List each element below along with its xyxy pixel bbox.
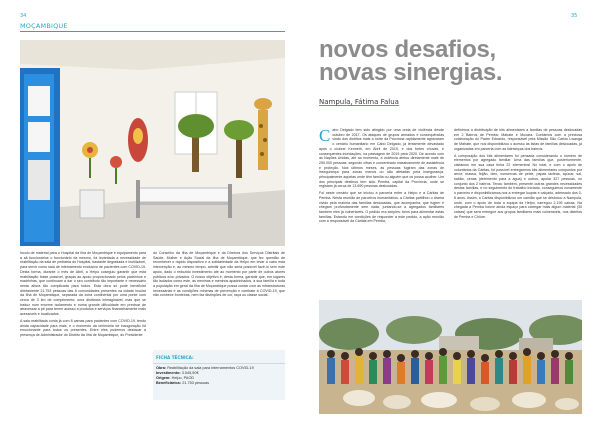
fact-value: 21.753 pessoas <box>182 381 209 385</box>
right-article-col1 <box>319 128 444 296</box>
fact-value: Reabilitação da sala para internamentos COVID-19 <box>167 366 254 370</box>
left-article-col1 <box>20 251 146 340</box>
article-title <box>319 38 589 84</box>
paragraph: abo Delgado tem sido atingido por uma onda de violência desde outubro de 2017. Os ataques de grupos armados e consequências vindo dos distritos mais a norte da Província rapidamente agravaram o cenário humanitário em Cabo Delgado, já lentamente devastado após o ciclone Kenneth, em Abril de 2019, e dos fortes chuvas, e consequentes inundações, na passagem de 2019 para 2020. De acordo com as Nações Unidas, até ao momento, a violência afetou diretamente mais de 250.000 pessoas, segundo cifras e concentrado massivamente de assistência e proteção. Nos últimos meses, as pessoas fugiram das zonas de insegurança para zonas menos ou não afetadas pela insegurança, principalmente aquelas onde têm família ou alguém que os possa acolher. Um dos principais destinos tem sido Pemba, capital da Província, onde se registam já cerca de 13.690 pessoas deslocadas. <box>319 128 444 189</box>
section-rule <box>20 31 285 32</box>
paragraph: Foi neste cenário que se iniciou a parceria entre a Helpo e a Cáritas de Pemba. Nesta reunião de parceiros humanitários, a Cáritas partilhou o drama vivido pela maioria das famílias deslocadas, que acompanha, que fugem e chegam profundamente sem nada, juntando-se a agregados familiares também eles já vulneráveis. O pedido era simples: bens para alimentar estas famílias. Estando em condições de responder a este pedido, a ação reunião com a responsável da Cáritas em Pemba, <box>319 191 444 224</box>
paragraph: A composição dos kits alimentares foi pensada considerando o número de elementos por agregado familiar. Uma das famílias que, posteriormente, visitámos em sua casa tinha 22 elementos! No total, e com o apoio de voluntários da Cáritas, foi possível entregarmos kits alimentares compostos por arroz, massa, feijão, óleo, conservas de peixe, papas lácteas, açúcar, sal, sabão, cenas (detrimento para a água) e outros, apoiar 327 pessoas, no conjunto dos 2 bairros. Tendo também, presente outras grandes necessidades destas famílias, e no seguimento do trabalho iniciado, conseguimos novamente o parceiro e disponibilizámos-nos a entregar loupas e calçado, adensado dos 0-6 anos. Assim, a Cáritas disponibilizou um camião que se deslocou a Nampula, onde, com o apoio de toda a equipa da Helpo, carregou 2.195 caixas. Na chegada a Pemba houve ainda espaço para carregar mais algum material (30 caixas) que será entregue aos grupos familiares mais vulneráveis, nos distritos de Pemba e Chiúre. <box>454 153 582 219</box>
paragraph: Inculo de material para o Hospital da Ilha de Moçambique e equipamento para a sã funcionários o funcionário da mesmo, foi levantada a necessidade de reabilitação da sala de pediatria do Hospital, bastante degradada e inutilizável, para servir como sala de internamento exclusivo de pacientes com COVID-19. Desta forma, durante o mês de Abril, a Helpo coseguiu garantir que esta reabilitação fosse possível, graças ao apoio proporcionado pelos padrinhos e madrinhas, que continuam a dar o seu contributo tão importante e necessário nesta altura tão complicada para todos. Esta obra só pode beneficiar diretamente 21.753 pessoas das 8 comunidades presentes na cidade insular da Ilha de Moçambique, separada da zona continental por uma ponte com cerca de 3 km de comprimento; uma distância inimaginável, mas que se traduz num enorme isolamento e numa grande dificuldade em precisar de atravessar a pé para terem acesso a produtos e serviços financeiramente mais acessíveis e localizados. <box>20 251 146 317</box>
fact-label: Investimento: <box>156 371 181 375</box>
title-line-2: novas sinergias. <box>319 59 503 86</box>
paragraph: do Conselho da Ilha de Moçambique e da Diretora dos Serviços Distritais de Saúde, Mulher e Ação Social da Ilha de Moçambique, que fez questão de reconhecer o rápido dispositivo e a solidariedade da Helpo em levar a cabo esta intervenção e, ao mesmo tempo, admitir que não seria possível fazê-lo sem este apoio, dado o reduzido investimento até ao momento por parte de outros atores públicos e/ou privados. O nosso objetivo é, desta forma, garantir que, em lugares tão isolados como este, as meninas e meninos apadrinhados, a sua família e toda a população em geral da Ilha de Moçambique possa contar com as infraestruturas necessárias e as condições mínimas de prevenção e combate à COVID-19, que não conhece fronteiras, nem faz distinções de cor, raça ou classe social. <box>153 251 285 298</box>
left-article-col2 <box>153 251 285 300</box>
fact-sheet-heading: FICHA TÉCNICA: <box>156 355 194 360</box>
fact-value: Helpo, PAOD <box>171 376 195 380</box>
food-distribution-photo <box>319 300 582 414</box>
paragraph: definimos a distribuição de kits alimentares a famílias de pessoas deslocadas em 2 Bairros de Pemba: Mahate e Muxara. Contámos com a preciosa colaboração do Padre Eduardo, responsável pela Missão São Carlos Lwanga de Mahate, que nos disponibilizou o acesso às listas de famílias deslocadas, já organizadas em parceria com as lideranças dos bairros. <box>454 128 582 151</box>
drop-cap: C <box>319 128 331 145</box>
fact-sheet-divider <box>153 363 285 364</box>
fact-sheet-box <box>153 350 285 400</box>
fact-label: Origem: <box>156 376 171 380</box>
title-line-1: novos desafios, <box>319 36 496 63</box>
fact-sheet-row <box>156 381 282 386</box>
right-article-col2 <box>454 128 582 296</box>
paragraph: A sala reabilitada conta já com 8 camas para pacientes com COVID-19, tendo ainda capacidade para mais, e o momento da cerimónia de inauguração foi emocionante para todos os presentes. Entre eles pudemos destacar a presença de Administrador do Distrito da Ilha de Moçambique, do Presidente <box>20 318 146 337</box>
fact-label: Beneficiários: <box>156 381 182 385</box>
hospital-room-photo <box>20 40 285 246</box>
right-page-number: 35 <box>571 13 578 19</box>
article-byline: Nampula, Fátima Falua <box>319 98 399 106</box>
fact-label: Obra: <box>156 366 167 370</box>
section-label: MOÇAMBIQUE <box>20 22 68 30</box>
left-page-number: 34 <box>20 13 27 19</box>
fact-value: 3.545,50€ <box>181 371 199 375</box>
